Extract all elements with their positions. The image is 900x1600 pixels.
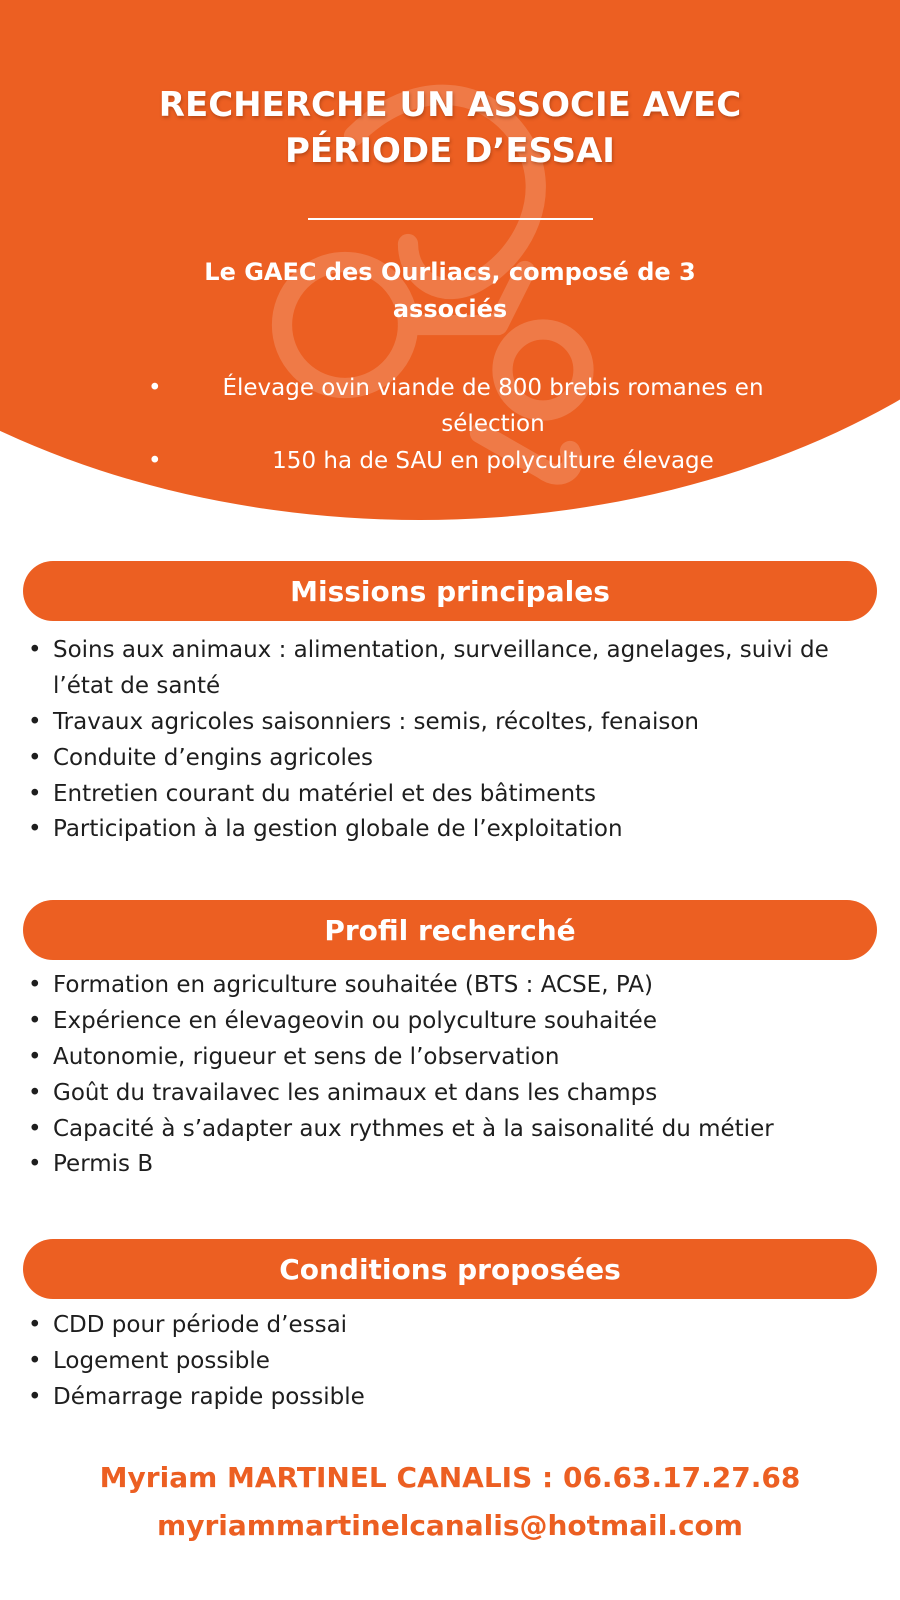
list-item: • Autonomie, rigueur et sens de l’observation [26, 1040, 876, 1076]
page-title [0, 83, 900, 174]
list-item: • Entretien courant du matériel et des bâtiments [26, 777, 876, 813]
section-header-profil: Profil recherché [23, 900, 877, 960]
list-item: • Logement possible [26, 1344, 876, 1380]
profil-list [26, 968, 876, 1183]
intro-list [148, 370, 798, 479]
list-item: • Démarrage rapide possible [26, 1380, 876, 1416]
intro-item: • Élevage ovin viande de 800 brebis romanes en sélection [148, 370, 798, 443]
missions-list [26, 633, 876, 848]
section-header-conditions: Conditions proposées [23, 1239, 877, 1299]
list-item: • Permis B [26, 1147, 876, 1183]
conditions-list [26, 1308, 876, 1416]
list-item: • CDD pour période d’essai [26, 1308, 876, 1344]
list-item: • Formation en agriculture souhaitée (BTS : ACSE, PA) [26, 968, 876, 1004]
list-item: • Expérience en élevageovin ou polyculture souhaitée [26, 1004, 876, 1040]
list-item: • Goût du travailavec les animaux et dans les champs [26, 1076, 876, 1112]
subtitle: Le GAEC des Ourliacs, composé de 3 associés [204, 258, 696, 324]
list-item: • Participation à la gestion globale de l’exploitation [26, 812, 876, 848]
contact-name-phone: Myriam MARTINEL CANALIS : 06.63.17.27.68 [99, 1461, 801, 1494]
list-item: • Conduite d’engins agricoles [26, 741, 876, 777]
section-header-missions: Missions principales [23, 561, 877, 621]
title-line-2: PÉRIODE D’ESSAI [285, 130, 615, 171]
list-item: • Capacité à s’adapter aux rythmes et à la saisonalité du métier [26, 1112, 876, 1148]
title-line-1: RECHERCHE UN ASSOCIE AVEC [158, 85, 742, 125]
title-divider [308, 218, 593, 220]
contact-email[interactable]: myriammartinelcanalis@hotmail.com [157, 1509, 743, 1542]
intro-item: • 150 ha de SAU en polyculture élevage [148, 443, 798, 479]
list-item: • Travaux agricoles saisonniers : semis, récoltes, fenaison [26, 705, 876, 741]
list-item: • Soins aux animaux : alimentation, surveillance, agnelages, suivi de l’état de santé [26, 633, 876, 705]
